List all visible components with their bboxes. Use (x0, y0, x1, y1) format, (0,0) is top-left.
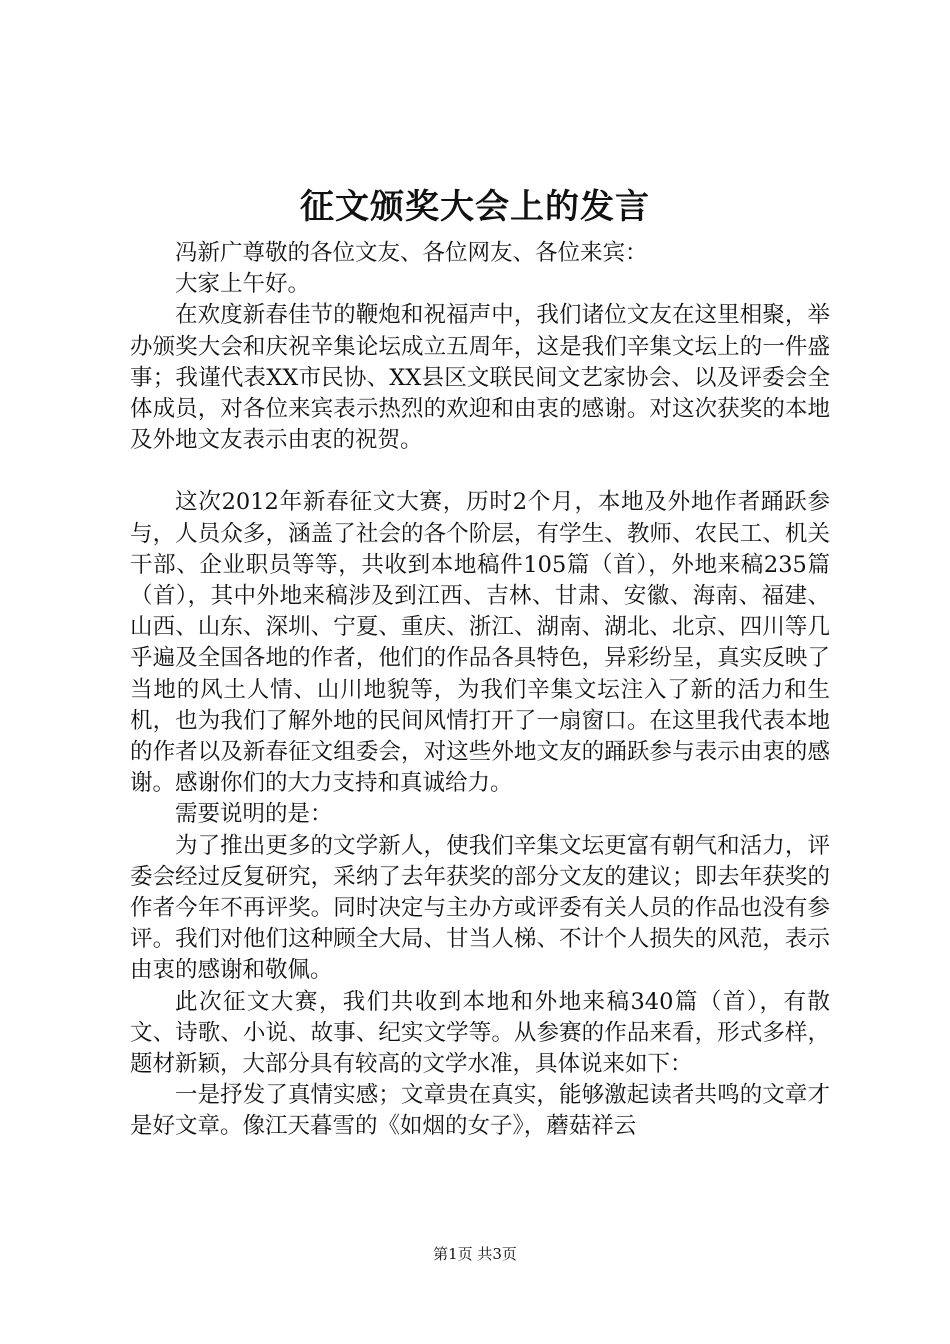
paragraph-note-heading: 需要说明的是： (175, 801, 333, 828)
paragraph-contest-summary: 这次2012年新春征文大赛，历时2个月，本地及外地作者踊跃参与，人员众多，涵盖了社会的各个阶层，有学生、教师、农民工、机关干部、企业职员等等，共收到本地稿件105篇（首），外地来稿235篇（首），其中外地来稿涉及到江西、吉林、甘肃、安徽、海南、福建、山西、山东、深圳、宁夏、重庆、浙江、湖南、湖北、北京、四川等几乎遍及全国各地的作者，他们的作品各具特色，异彩纷呈，真实反映了当地的风土人情、山川地貌等，为我们辛集文坛注入了新的活力和生机，也为我们了解外地的民间风情打开了一扇窗口。在这里我代表本地的作者以及新春征文组委会，对这些外地文友的踊跃参与表示由衷的感谢。感谢你们的大力支持和真诚给力。 (130, 489, 830, 797)
paragraph-salutation: 冯新广尊敬的各位文友、各位网友、各位来宾： (175, 240, 648, 266)
paragraph-welcome: 在欢度新春佳节的鞭炮和祝福声中，我们诸位文友在这里相聚，举办颁奖大会和庆祝辛集论坛成立五周年，这是我们辛集文坛上的一件盛事；我谨代表XX市民协、XX县区文联民间文艺家协会、以及评委会全体成员，对各位来宾表示热烈的欢迎和由衷的感谢。对这次获奖的本地及外地文友表示由衷的祝贺。 (130, 302, 830, 454)
document-title: 征文颁奖大会上的发言 (300, 187, 650, 227)
paragraph-greeting: 大家上午好。 (175, 271, 311, 298)
paragraph-point-one: 一是抒发了真情实感；文章贵在真实，能够激起读者共鸣的文章才是好文章。像江天暮雪的《如烟的女子》，蘑菇祥云 (130, 1082, 830, 1140)
page-footer: 第1页 共3页 (433, 1245, 517, 1263)
paragraph-submissions: 此次征文大赛，我们共收到本地和外地来稿340篇（首），有散文、诗歌、小说、故事、纪实文学等。从参赛的作品来看，形式多样，题材新颖，大部分具有较高的文学水准，具体说来如下： (130, 988, 830, 1078)
paragraph-judging-note: 为了推出更多的文学新人，使我们辛集文坛更富有朝气和活力，评委会经过反复研究，采纳了去年获奖的部分文友的建议；即去年获奖的作者今年不再评奖。同时决定与主办方或评委有关人员的作品也没有参评。我们对他们这种顾全大局、甘当人梯、不计个人损失的风范，表示由衷的感谢和敬佩。 (130, 832, 830, 984)
document-body (130, 238, 830, 1143)
